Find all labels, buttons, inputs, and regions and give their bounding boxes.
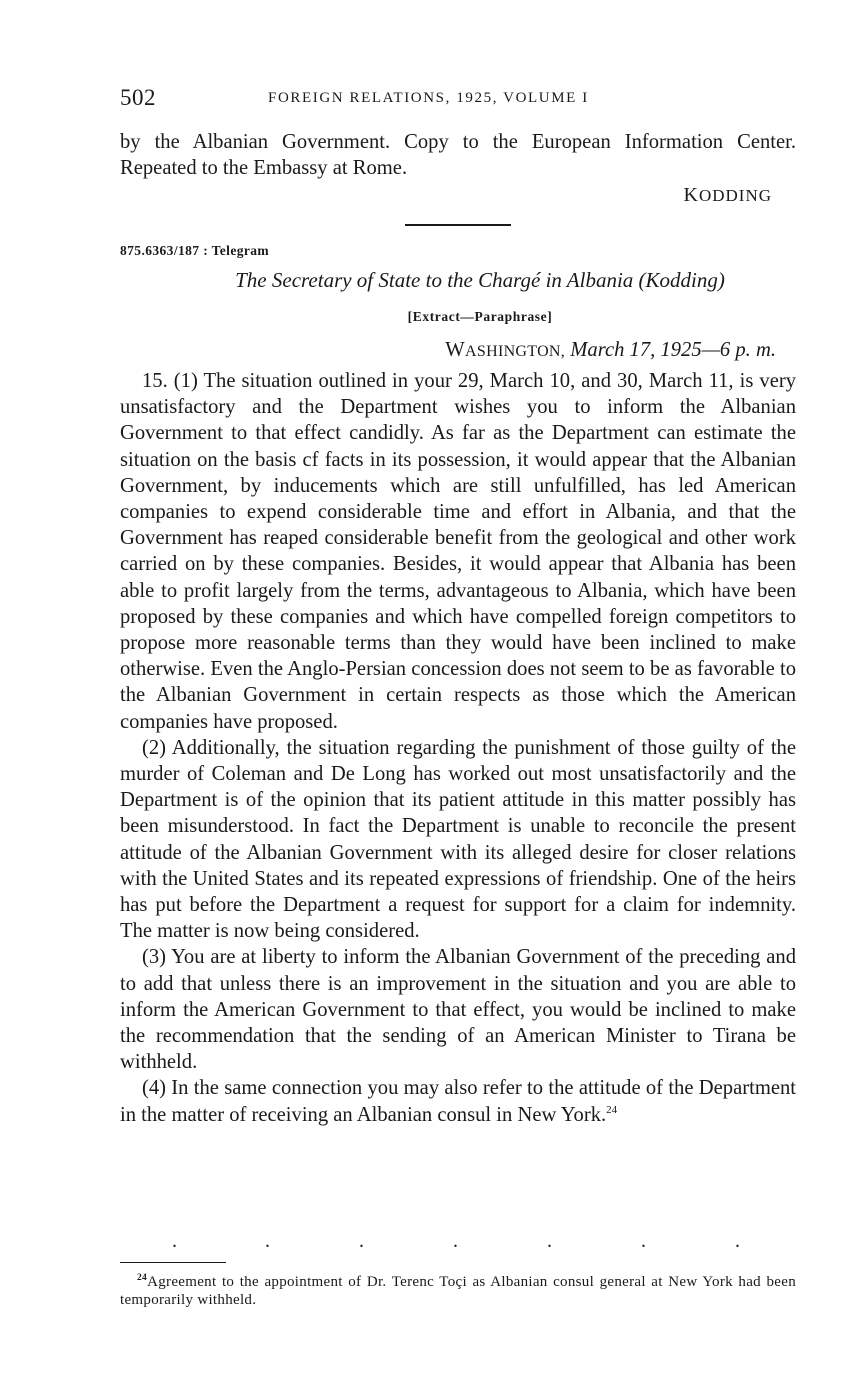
signature-kodding: KODDING	[683, 184, 772, 206]
running-header-title: FOREIGN RELATIONS, 1925, VOLUME I	[268, 90, 589, 106]
page-number: 502	[120, 85, 156, 110]
ellipsis-dot: .	[265, 1230, 270, 1252]
continued-paragraph: by the Albanian Government. Copy to the European Information Center. Repeated to the Embassy at Rome.	[120, 131, 796, 180]
paragraph-2: (2) Additionally, the situation regarding the punishment of those guilty of the murder of Coleman and De Long has worked out most unsatisfactorily and the Department is of the opinion that its patient attitude in this matter possibly has been misunderstood. In fact the Department is unable to reconcile the present attitude of the Albanian Government with its alleged desire for closer relations with the United States and its repeated expressions of friendship. One of the heirs has put before the Department a request for support for a claim for indemnity. The matter is now being considered.	[120, 736, 796, 943]
telegram-body	[120, 368, 796, 1128]
footnote-text: Agreement to the appointment of Dr. Terenc Toçi as Albanian consul general at New York had been temporarily withheld.	[120, 1274, 796, 1308]
ellipsis-dot: .	[453, 1230, 458, 1252]
footnote-number: 24	[137, 1273, 148, 1283]
dateline-date: March 17, 1925—6 p. m.	[570, 339, 776, 361]
ellipsis-dot: .	[359, 1230, 364, 1252]
omission-ellipsis	[120, 1230, 796, 1250]
running-header	[120, 85, 796, 115]
paragraph-4: (4) In the same connection you may also refer to the attitude of the Department in the matter of receiving an Albanian consul in New York.$^{24}$	[120, 1077, 796, 1126]
ellipsis-dot: .	[735, 1230, 740, 1252]
ellipsis-dot: .	[641, 1230, 646, 1252]
dateline	[445, 339, 776, 362]
footnote-reference: 24	[606, 1103, 618, 1116]
paragraph-1: 15. (1) The situation outlined in your 29, March 10, and 30, March 11, is very unsatisfactory and the Department wishes you to inform the Albanian Government to that effect candidly. As far as the Department can estimate the situation on the basis cf facts in its possession, it would appear that the Albanian Government, by inducements which are still unfulfilled, has led American companies to expend considerable time and effort in Albania, and that the Government has reaped considerable benefit from the geological and other work carried on by these companies. Besides, it would appear that Albania has been able to profit largely from the terms, advantageous to Albania, which have been proposed by these companies and which have compelled foreign competitors to propose more reasonable terms than they would have been inclined to make otherwise. Even the Anglo-Persian concession does not seem to be as favorable to the Albanian Government in certain respects as those which the American companies have proposed.	[120, 370, 796, 733]
section-divider	[405, 224, 511, 226]
ellipsis-dot: .	[547, 1230, 552, 1252]
footnote	[120, 1274, 796, 1309]
dateline-place: WASHINGTON,	[445, 339, 566, 361]
paragraph-3: (3) You are at liberty to inform the Albanian Government of the preceding and to add that unless there is an improvement in the situation and you are able to inform the American Government to that effect, you would be inclined to make the recommendation that the sending of an American Minister to Tirana be withheld.	[120, 946, 796, 1074]
file-reference: 875.6363/187 : Telegram	[120, 243, 270, 258]
footnote-divider	[120, 1262, 226, 1263]
ellipsis-dot: .	[172, 1230, 177, 1252]
document-subtitle: [Extract—Paraphrase]	[407, 309, 553, 324]
document-title: The Secretary of State to the Chargé in Albania (Kodding)	[235, 268, 725, 292]
